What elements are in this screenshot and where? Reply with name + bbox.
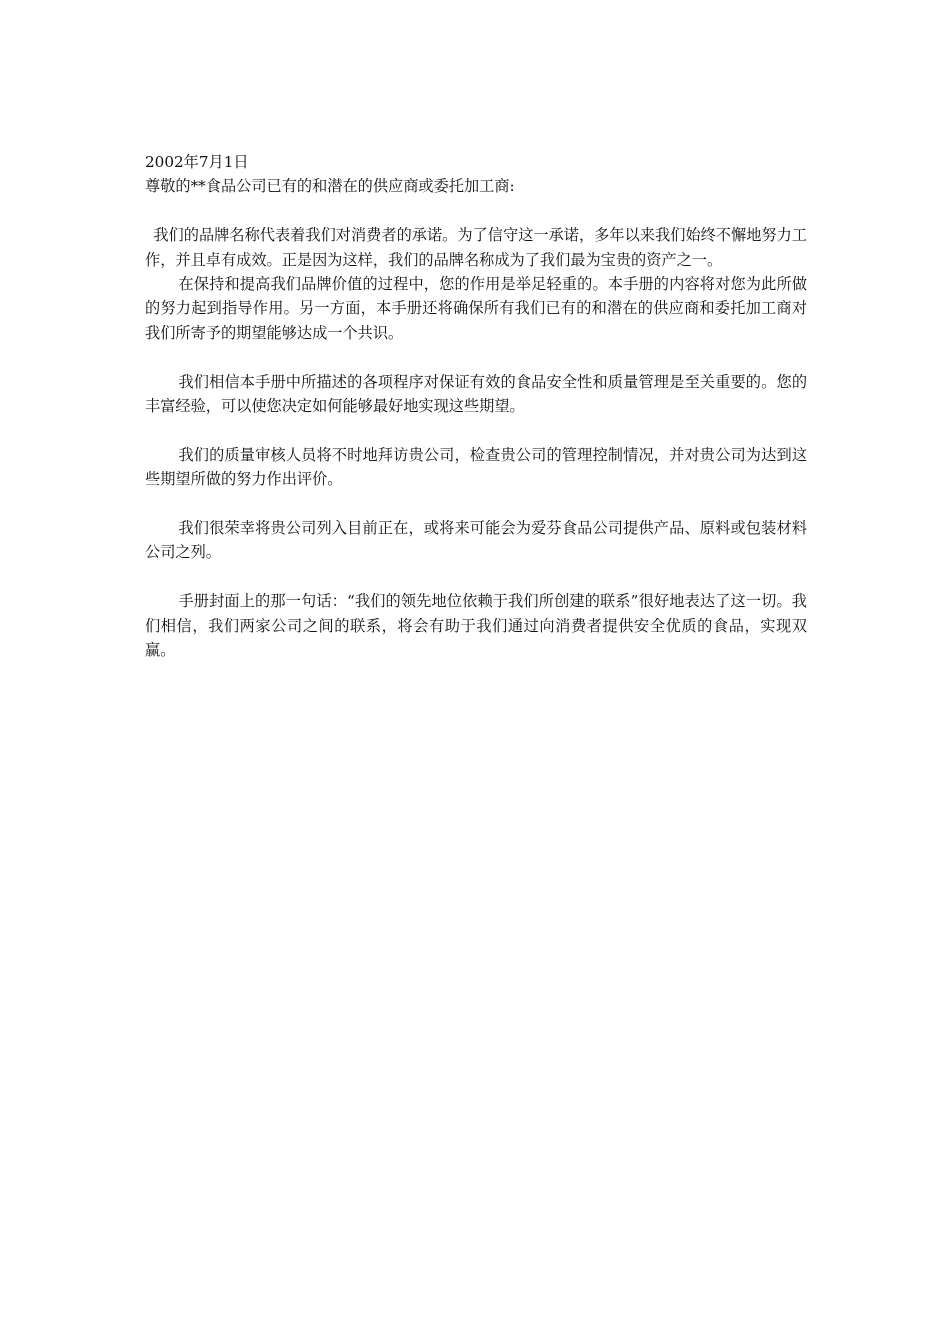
paragraph-brand-promise: 我们的品牌名称代表着我们对消费者的承诺。为了信守这一承诺，多年以来我们始终不懈地努力工作，并且卓有成效。正是因为这样，我们的品牌名称成为了我们最为宝贵的资产之一。 [145,226,807,269]
spacer [145,418,807,442]
spacer [145,199,807,223]
paragraph-honor: 我们很荣幸将贵公司列入目前正在，或将来可能会为爱芬食品公司提供产品、原料或包装材料公司之列。 [145,519,807,562]
letter-body [145,150,807,662]
spacer [145,565,807,589]
paragraph-procedures: 我们相信本手册中所描述的各项程序对保证有效的食品安全性和质量管理是至关重要的。您的丰富经验，可以使您决定如何能够最好地实现这些期望。 [145,372,807,416]
paragraph-your-role: 在保持和提高我们品牌价值的过程中，您的作用是举足轻重的。本手册的内容将对您为此所做的努力起到指导作用。另一方面，本手册还将确保所有我们已有的和潜在的供应商和委托加工商对我们所寄予的期望能够达成一个共识。 [145,275,807,342]
paragraph-closing: 手册封面上的那一句话：“我们的领先地位依赖于我们所创建的联系”很好地表达了这一切。我们相信，我们两家公司之间的联系，将会有助于我们通过向消费者提供安全优质的食品，实现双赢。 [145,592,807,660]
spacer [145,492,807,516]
paragraph-audits: 我们的质量审核人员将不时地拜访贵公司，检查贵公司的管理控制情况，并对贵公司为达到这些期望所做的努力作出评价。 [145,445,807,489]
spacer [145,345,807,369]
letter-salutation: 尊敬的**食品公司已有的和潜在的供应商或委托加工商: [145,177,515,196]
letter-date: 2002年7月1日 [145,153,249,171]
